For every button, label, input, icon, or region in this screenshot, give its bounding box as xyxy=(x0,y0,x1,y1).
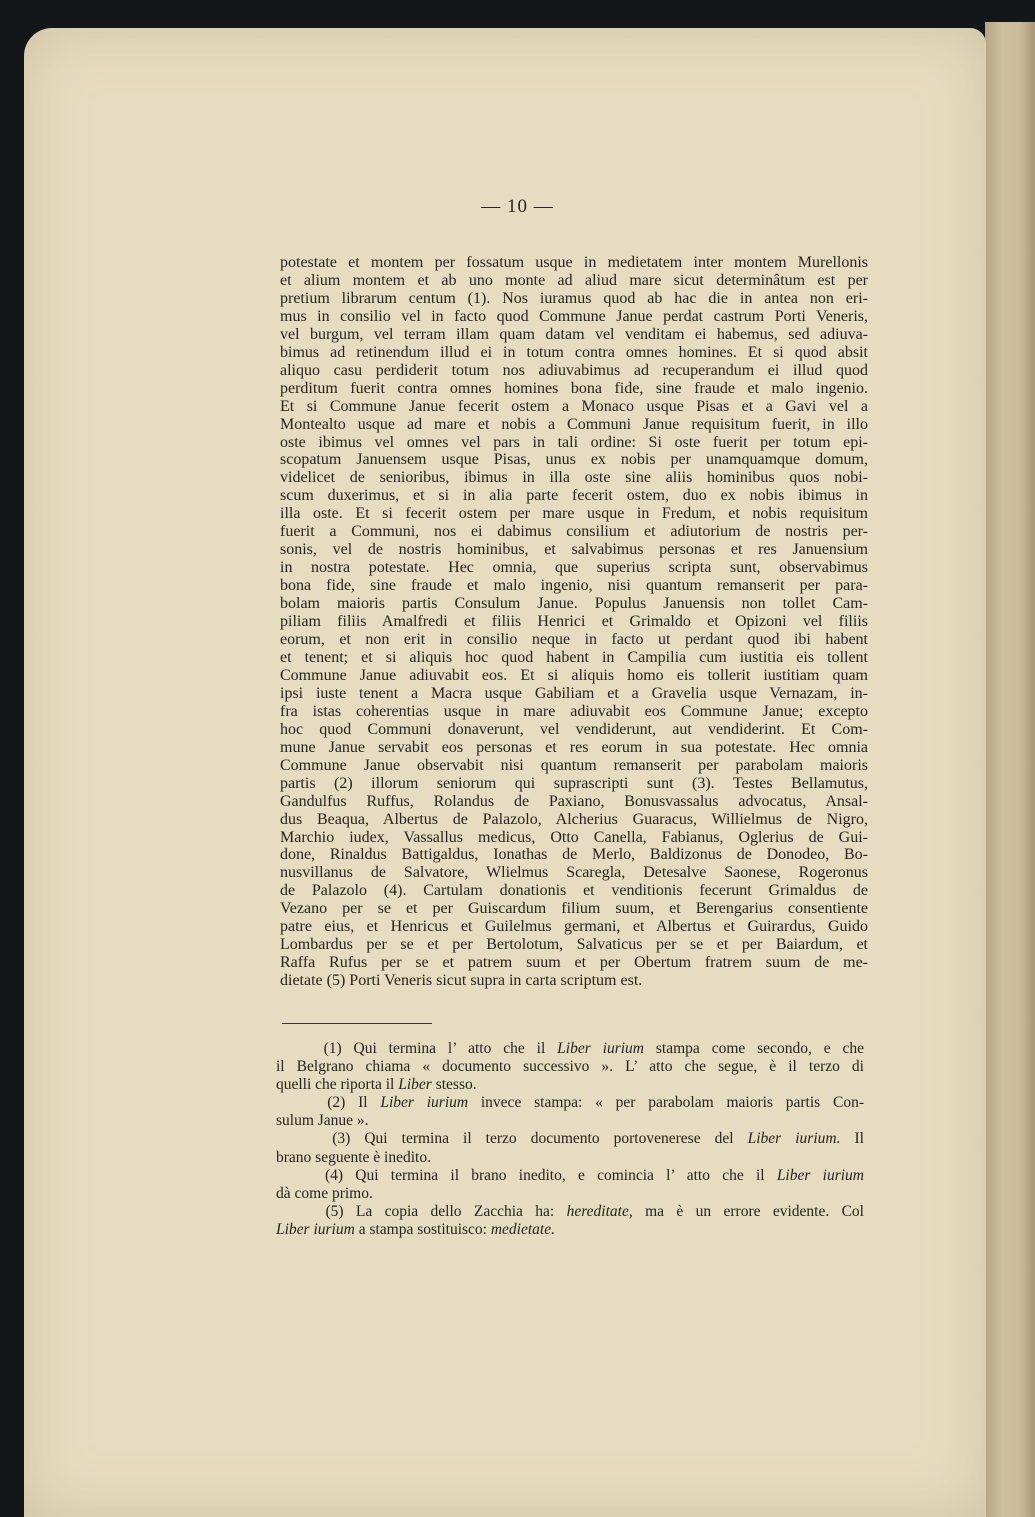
body-line: illa oste. Et si fecerit ostem per mare usque in Fredum, et nobis requisitum xyxy=(280,505,868,523)
body-line: piliam filiis Amalfredi et filiis Henrici et Grimaldo et Opizoni vel filiis xyxy=(280,613,868,631)
footnote-line xyxy=(276,1185,864,1203)
body-line: fra istas coherentias usque in mare adiuvabit eos Commune Janue; excepto xyxy=(280,702,868,720)
footnote-italic-segment: Liber iurium xyxy=(276,1220,355,1238)
footnote-segment: (1) Qui termina l’ atto che il xyxy=(276,1040,558,1057)
footnote-line xyxy=(276,1094,864,1112)
body-line: eorum, et non erit in consilio neque in facto ut perdant quod ibi habent xyxy=(280,631,868,649)
body-line: done, Rinaldus Battigaldus, Ionathas de Merlo, Baldizonus de Donodeo, Bo- xyxy=(280,846,868,864)
footnote-segment: (3) Qui termina il terzo documento portovenerese del xyxy=(276,1130,748,1148)
footnote-italic-segment: Liber iurium xyxy=(776,1166,864,1184)
body-line: hoc quod Communi donaverunt, vel vendiderunt, aut vendiderint. Et Com- xyxy=(280,720,868,738)
footnote-segment: ma è un errore evidente. Col xyxy=(632,1202,864,1220)
footnote-line xyxy=(276,1130,864,1148)
footnote-segment: (2) Il xyxy=(276,1094,381,1112)
footnote-segment: a stampa sostituisco: xyxy=(354,1220,491,1238)
footnote-line xyxy=(276,1149,864,1167)
footnote-segment: Il xyxy=(840,1130,864,1148)
footnote-segment: invece stampa: « per parabolam maioris partis Con- xyxy=(468,1094,865,1112)
body-line: oste ibimus vel omnes vel pars in tali ordine: Si oste fuerit per totum epi- xyxy=(280,433,868,451)
body-line: Vezano per se et per Guiscardum filium suum, et Berengarius consentiente xyxy=(280,900,868,918)
body-line: Et si Commune Janue fecerit ostem a Monaco usque Pisas et a Gavi vel a xyxy=(280,397,868,415)
body-line: patre eius, et Henricus et Guilelmus germani, et Albertus et Guirardus, Guido xyxy=(280,918,868,936)
footnote-segment: (4) Qui termina il brano inedito, e comincia l’ atto che il xyxy=(276,1166,777,1184)
footnote-line xyxy=(276,1076,864,1094)
body-line: partis (2) illorum seniorum qui suprascripti sunt (3). Testes Bellamutus, xyxy=(280,774,868,792)
body-line: potestate et montem per fossatum usque in medietatem inter montem Murellonis xyxy=(280,254,868,271)
body-line: ipsi iuste tenent a Macra usque Gabiliam et a Gravelia usque Vernazam, in- xyxy=(280,684,868,702)
footnote-italic-segment: Liber iurium. xyxy=(747,1130,841,1148)
body-line: sonis, vel de nostris hominibus, et salvabimus personas et res Januensium xyxy=(280,541,868,559)
footnote-italic-segment: Liber iurium xyxy=(380,1094,469,1112)
footnote-line xyxy=(276,1221,864,1239)
page-number: — 10 — xyxy=(481,196,554,217)
body-line: Lombardus per se et per Bertolotum, Salvaticus per se et per Baiardum, et xyxy=(280,936,868,954)
body-line: vel burgum, vel terram illam quam datam vel venditam ei habemus, sed adiuva- xyxy=(280,325,868,343)
body-line: pretium librarum centum (1). Nos iuramus quod ab hac die in antea non eri- xyxy=(280,289,868,307)
footnote-segment: sulum Janue ». xyxy=(276,1112,369,1130)
footnote-italic-segment: hereditate, xyxy=(566,1202,633,1220)
footnotes xyxy=(276,1040,864,1239)
footnote-segment: (5) La copia dello Zacchia ha: xyxy=(276,1202,567,1220)
body-line: aliquo casu perdiderit totum nos adiuvabimus ad recuperandum ei illud quod xyxy=(280,361,868,379)
body-line: dietate (5) Porti Veneris sicut supra in carta scriptum est. xyxy=(280,972,643,990)
footnote-segment: stesso. xyxy=(431,1076,477,1094)
body-line: Raffa Rufus per se et patrem suum et per Obertum fratrem suum de me- xyxy=(280,954,868,972)
footnote-separator xyxy=(282,1023,432,1024)
body-line: Commune Janue observabit nisi quantum remanserit per parabolam maioris xyxy=(280,756,868,774)
body-line: bona fide, sine fraude et malo ingenio, nisi quantum remanserit per para- xyxy=(280,577,868,595)
body-line: Gandulfus Ruffus, Rolandus de Paxiano, Bonusvassalus advocatus, Ansal- xyxy=(280,792,868,810)
footnote-segment: stampa come secondo, e che xyxy=(644,1040,864,1057)
body-line: Montealto usque ad mare et nobis a Communi Janue requisitum fuerit, in illo xyxy=(280,415,868,433)
body-line: mus in consilio vel in facto quod Commune Janue perdat castrum Porti Veneris, xyxy=(280,307,868,325)
footnote-segment: il Belgrano chiama « documento successivo ». L’ atto che segue, è il terzo di xyxy=(276,1058,864,1076)
body-line: et tenent; et si aliquis hoc quod habent in Campilia cum iustitia eis tollent xyxy=(280,648,868,666)
body-line: Marchio iudex, Vassallus medicus, Otto Canella, Fabianus, Oglerius de Gui- xyxy=(280,828,868,846)
footnote-segment: quelli che riporta il xyxy=(276,1076,399,1094)
adjacent-page-edge xyxy=(985,22,1035,1517)
footnote-italic-segment: Liber iurium xyxy=(557,1040,644,1057)
body-line: Commune Janue adiuvabit eos. Et si aliquis homo eis tollerit iustitiam quam xyxy=(280,666,868,684)
footnote-line xyxy=(276,1040,864,1058)
body-line: bolam maioris partis Consulum Janue. Populus Januensis non tollet Cam- xyxy=(280,595,868,613)
body-line: bimus ad retinendum illud ei in totum contra omnes homines. Et si quod absit xyxy=(280,343,868,361)
body-line: in nostra potestate. Hec omnia, que superius scripta sunt, observabimus xyxy=(280,559,868,577)
footnote-line xyxy=(276,1058,864,1076)
footnote-line xyxy=(276,1203,864,1221)
body-line: perditum fuerit contra omnes homines bona fide, sine fraude et malo ingenio. xyxy=(280,379,868,397)
body-text xyxy=(280,254,868,990)
body-line: scopatum Januensem usque Pisas, unus ex nobis per unamquamque domum, xyxy=(280,451,868,469)
body-line: et alium montem et ab uno monte ad aliud mare sicut determinâtum est per xyxy=(280,271,868,289)
body-line: mune Janue servabit eos personas et res eorum in sua potestate. Hec omnia xyxy=(280,738,868,756)
body-line: de Palazolo (4). Cartulam donationis et venditionis fecerunt Grimaldus de xyxy=(280,882,868,900)
footnote-line xyxy=(276,1167,864,1185)
body-line: dus Beaqua, Albertus de Palazolo, Alcherius Guaracus, Willielmus de Nigro, xyxy=(280,810,868,828)
footnote-italic-segment: medietate. xyxy=(490,1220,555,1238)
footnote-segment: dà come primo. xyxy=(276,1184,373,1202)
footnote-italic-segment: Liber xyxy=(398,1076,432,1094)
body-line: scum duxerimus, et si in alia parte fecerit ostem, duo ex nobis ibimus in xyxy=(280,487,868,505)
body-line: nusvillanus de Salvatore, Wlielmus Scaregla, Detesalve Saonese, Rogeronus xyxy=(280,864,868,882)
body-line: videlicet de senioribus, ibimus in illa oste sine aliis hominibus quos nobi- xyxy=(280,469,868,487)
footnote-segment: brano seguente è inedito. xyxy=(276,1148,431,1166)
footnote-line xyxy=(276,1112,864,1130)
body-line: fuerit a Communi, nos ei dabimus consilium et adiutorium de nostris per- xyxy=(280,523,868,541)
